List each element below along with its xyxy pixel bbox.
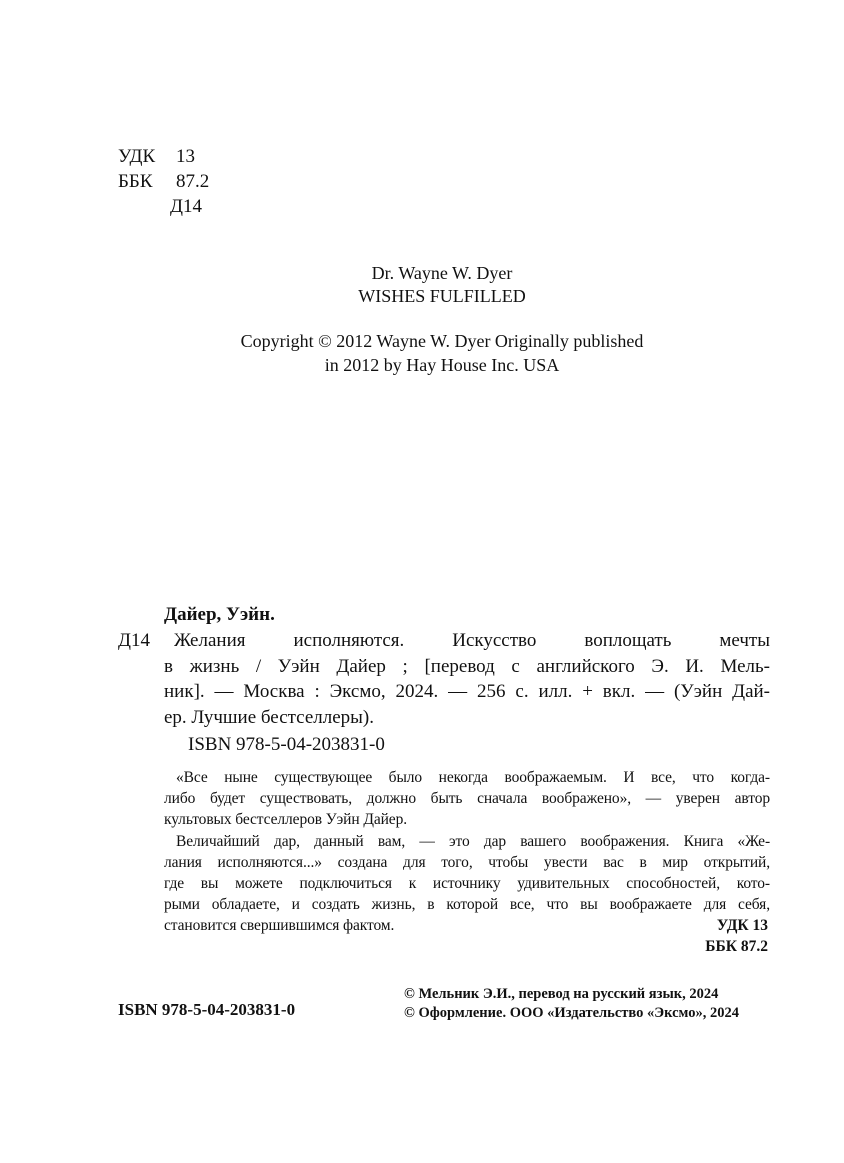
card-author-mark: Д14 [118, 630, 150, 651]
bbk-line [118, 169, 209, 194]
copyright-line-1: Copyright © 2012 Wayne W. Dyer Originally published [240, 331, 644, 351]
author-mark-top: Д14 [170, 196, 202, 217]
card-author-heading: Дайер, Уэйн. [164, 604, 275, 625]
udk-label: УДК [118, 146, 156, 167]
annotation-line: становится свершившимся фактом. [164, 917, 395, 935]
annotation-line: либо будет существовать, должно быть сначала воображено», — уверен автор [164, 790, 770, 808]
card-line: в жизнь / Уэйн Дайер ; [перевод с английского Э. И. Мель- [164, 655, 770, 677]
annotation-udk: УДК 13 [716, 917, 768, 934]
card-line: ник]. — Москва : Эксмо, 2024. — 256 с. илл. + вкл. — (Уэйн Дай- [164, 681, 770, 702]
annotation-line: рыми обладаете, и создать жизнь, в которой все, что вы воображаете для себя, [164, 896, 770, 914]
card-isbn: ISBN 978-5-04-203831-0 [188, 734, 385, 755]
original-author: Dr. Wayne W. Dyer [371, 263, 513, 283]
annotation-bbk: ББК 87.2 [705, 938, 768, 955]
bbk-label: ББК [118, 171, 153, 192]
original-title: WISHES FULFILLED [358, 286, 526, 306]
udk-line [118, 144, 195, 169]
annotation-line: где вы можете подключиться к источнику удивительных способностей, кото- [164, 874, 770, 892]
annotation-line: «Все ныне существующее было некогда воображаемым. И все, что когда- [176, 769, 770, 786]
copyright-translation: © Мельник Э.И., перевод на русский язык, 2024 [404, 986, 719, 1002]
annotation [164, 767, 770, 937]
annotation-line: культовых бестселлеров Уэйн Дайер. [164, 811, 407, 829]
copyright-line-2: in 2012 by Hay House Inc. USA [324, 355, 560, 375]
footer-isbn: ISBN 978-5-04-203831-0 [118, 1000, 296, 1019]
copyright-design: © Оформление. ООО «Издательство «Эксмо», 2024 [404, 1005, 739, 1021]
card-description [164, 628, 770, 730]
udk-value: 13 [176, 146, 195, 167]
bbk-value: 87.2 [176, 171, 210, 192]
annotation-line: лания исполняются...» создана для того, чтобы увести вас в мир открытий, [164, 853, 770, 871]
card-line: Желания исполняются. Искусство воплощать мечты [174, 630, 770, 651]
card-line: ер. Лучшие бестселлеры). [164, 706, 375, 728]
annotation-line: Величайший дар, данный вам, — это дар вашего воображения. Книга «Же- [176, 832, 770, 850]
